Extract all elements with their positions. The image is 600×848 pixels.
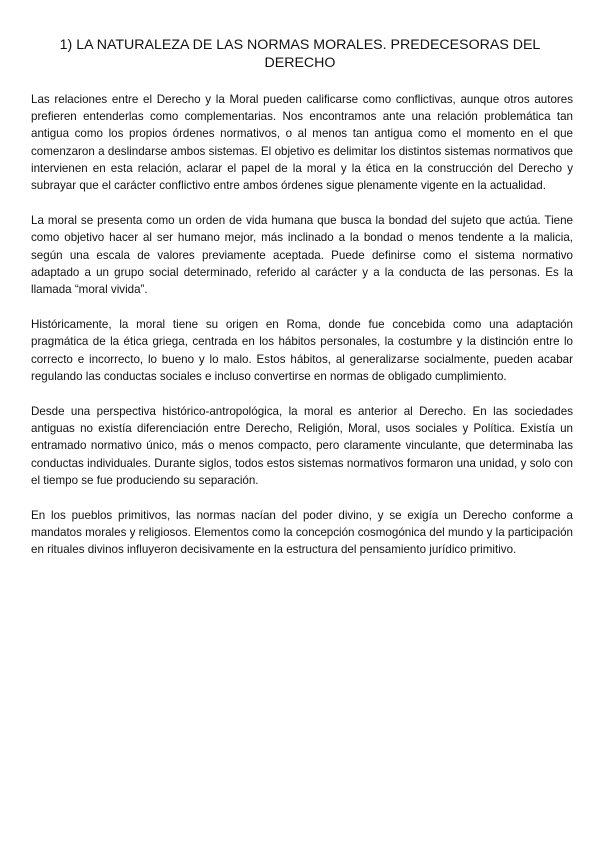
paragraph-moral-origin-rome: Históricamente, la moral tiene su origen en Roma, donde fue concebida como una adaptación pragmática de la ética griega, centrada en los hábitos personales, la costumbre y la distinción entre lo correcto e incorrecto, lo bueno y lo malo. Estos hábitos, al generalizarse socialmente, pueden acabar regulando las conductas sociales e incluso convertirse en normas de obligado cumplimiento. — [31, 318, 573, 383]
paragraph-moral-definition: La moral se presenta como un orden de vida humana que busca la bondad del sujeto que actúa. Tiene como objetivo hacer al ser humano mejor, más inclinado a la bondad o menos tendente a la malicia, según una escala de valores previamente aceptada. Puede definirse como el sistema normativo adaptado a un grupo social determinado, referido al carácter y a la conducta de las personas. Es la llamada “moral vivida”. — [31, 214, 573, 297]
paragraph-historical-perspective: Desde una perspectiva histórico-antropológica, la moral es anterior al Derecho. En las sociedades antiguas no existía diferenciación entre Derecho, Religión, Moral, usos sociales y Política. Existía un entramado normativo único, más o menos compacto, pero claramente vinculante, que determinaba las conductas individuales. Durante siglos, todos estos sistemas normativos formaron una unidad, y solo con el tiempo se fue produciendo su separación. — [31, 405, 573, 487]
document-title: 1) LA NATURALEZA DE LAS NORMAS MORALES. PREDECESORAS DEL DERECHO — [59, 37, 541, 71]
paragraph-derecho-moral-relation: Las relaciones entre el Derecho y la Moral pueden calificarse como conflictivas, aunque otros autores prefieren entenderlas como complementarias. Nos encontramos ante una relación problemática tan antigua como los propios órdenes normativos, o al menos tan antigua como el momento en el que comenzaron a deslindarse ambos sistemas. El objetivo es delimitar los distintos sistemas normativos que intervienen en esta relación, aclarar el papel de la moral y la ética en la construcción del Derecho y subrayar que el carácter conflictivo entre ambos órdenes sigue plenamente vigente en la actualidad. — [31, 93, 573, 193]
document-body — [31, 91, 573, 577]
paragraph-primitive-peoples: En los pueblos primitivos, las normas nacían del poder divino, y se exigía un Derecho conforme a mandatos morales y religiosos. Elementos como la concepción cosmogónica del mundo y la participación en rituales divinos influyeron decisivamente en la estructura del pensamiento jurídico primitivo. — [31, 509, 573, 557]
